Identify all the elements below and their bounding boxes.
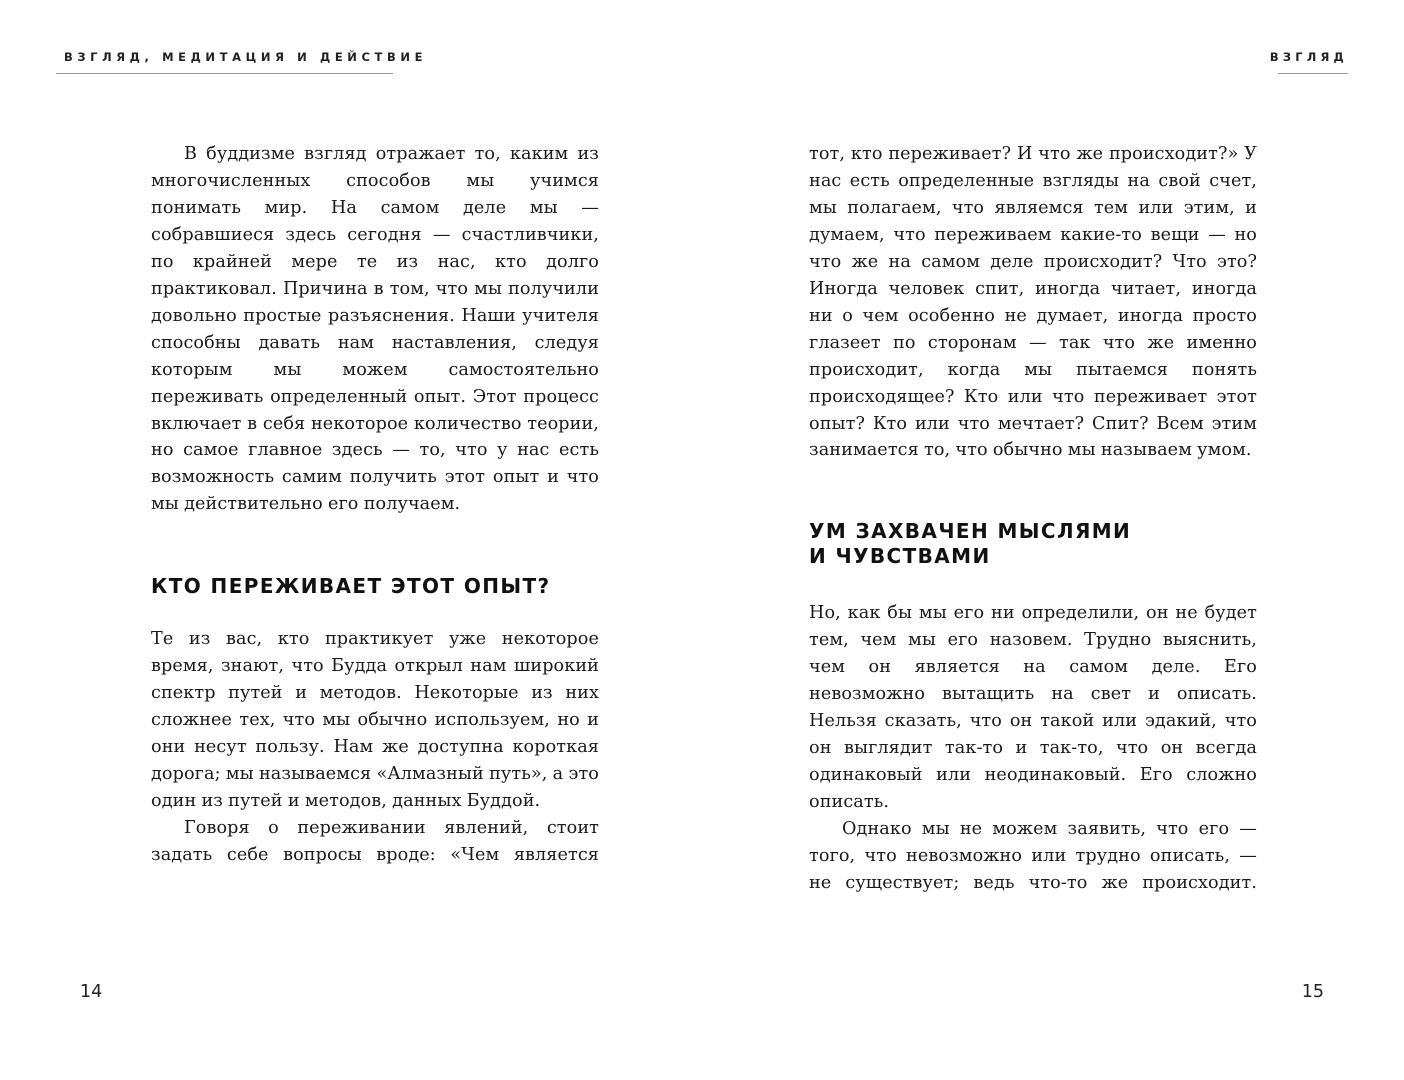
right-text-block-1	[809, 141, 1257, 464]
left-text-block-1	[151, 141, 599, 518]
section-heading-right	[809, 519, 1131, 569]
left-text-block-2	[151, 626, 599, 869]
running-head-left: ВЗГЛЯД, МЕДИТАЦИЯ И ДЕЙСТВИЕ	[64, 50, 428, 64]
section-heading-right-line-1: УМ ЗАХВАЧЕН МЫСЛЯМИ	[809, 519, 1132, 543]
header-rule-left	[56, 73, 393, 74]
right-paragraph-2: Но, как бы мы его ни определили, он не будет тем, чем мы его назовем. Трудно выяснить, чем он является на самом деле. Его невозможно вытащить на свет и описать. Нельзя сказать, что он такой или эдакий, что он выглядит так-то и так-то, что он всегда одинаковый или неодинаковый. Его сложно описать.	[809, 603, 1257, 812]
left-paragraph-2: Те из вас, кто практикует уже некоторое время, знают, что Будда открыл нам широкий спектр путей и методов. Некоторые из них сложнее тех, что мы обычно используем, но и они несут пользу. Нам же доступна короткая дорога; мы называемся «Алмазный путь», а это один из путей и методов, данных Буддой.	[151, 629, 599, 811]
running-head-right: ВЗГЛЯД	[1269, 50, 1348, 64]
section-heading-left: КТО ПЕРЕЖИВАЕТ ЭТОТ ОПЫТ?	[151, 574, 551, 598]
header-rule-right	[1278, 73, 1348, 74]
left-paragraph-1: В буддизме взгляд отражает то, каким из многочисленных способов мы учимся понимать мир. На самом деле мы — собравшиеся здесь сегодня — счастливчики, по крайней мере те из нас, кто долго практиковал. Причина в том, что мы получили довольно простые разъяснения. Наши учителя способны давать нам наставления, следуя которым мы можем самостоятельно переживать определенный опыт. Этот процесс включает в себя некоторое количество теории, но самое главное здесь — то, что у нас есть возможность самим получить этот опыт и что мы действительно его получаем.	[151, 144, 599, 515]
right-paragraph-1: тот, кто переживает? И что же происходит?» У нас есть определенные взгляды на свой счет, мы полагаем, что являемся тем или этим, и думаем, что переживаем какие-то вещи — но что же на самом деле происходит? Что это? Иногда человек спит, иногда читает, иногда ни о чем особенно не думает, иногда просто глазеет по сторонам — так что же именно происходит, когда мы пытаемся понять происходящее? Кто или что переживает этот опыт? Кто или что мечтает? Спит? Всем этим занимается то, что обычно мы называем умом.	[809, 144, 1257, 461]
section-heading-right-line-2: И ЧУВСТВАМИ	[809, 544, 991, 568]
left-paragraph-3: Говоря о переживании явлений, стоит задать себе вопросы вроде: «Чем является	[151, 817, 599, 865]
right-page	[702, 0, 1404, 1080]
page-number-right: 15	[1301, 982, 1324, 1002]
right-paragraph-3: Однако мы не можем заявить, что его — того, что невозможно или трудно описать, — не существует; ведь что-то же происходит.	[809, 818, 1257, 893]
page-number-left: 14	[80, 982, 103, 1002]
right-text-block-2	[809, 600, 1257, 896]
